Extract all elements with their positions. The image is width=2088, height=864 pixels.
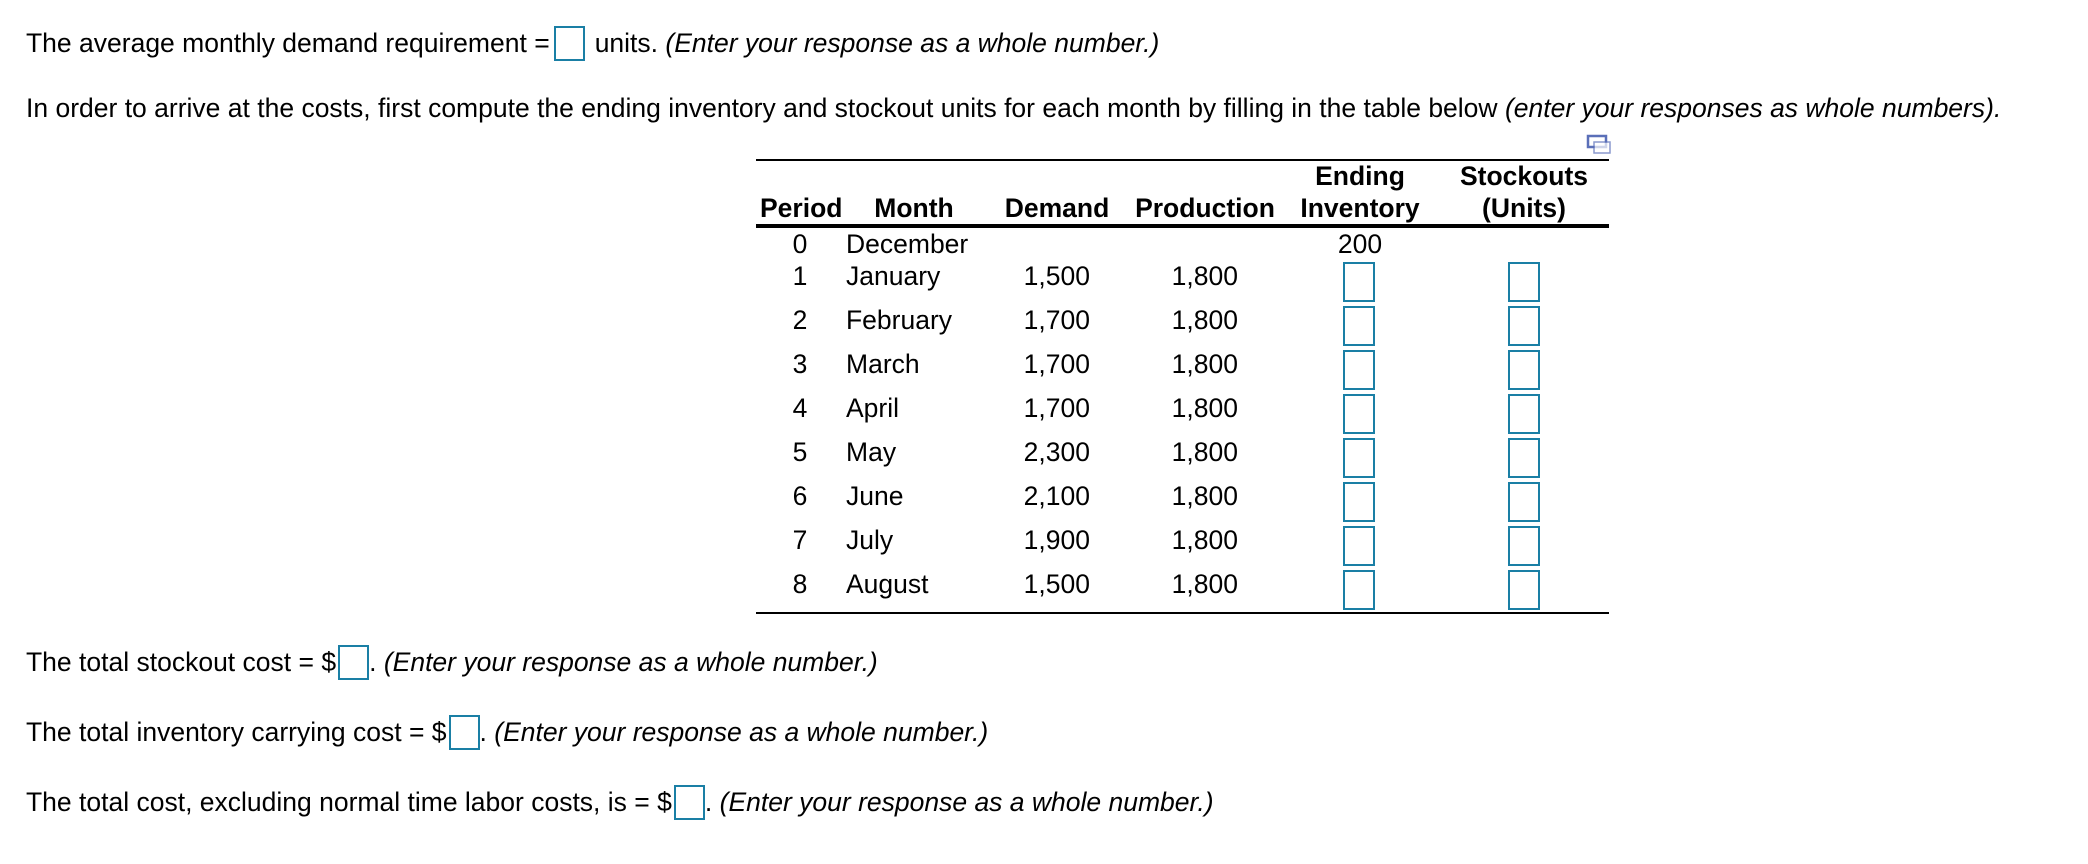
row-production: 1,800 — [1171, 349, 1238, 379]
ending-inventory-input[interactable] — [1343, 438, 1375, 478]
expand-table-icon[interactable] — [1586, 132, 1612, 154]
stockout-cost-hint: (Enter your response as a whole number.) — [383, 647, 878, 677]
carrying-cost-question — [26, 713, 988, 751]
row-demand: 1,500 — [1023, 569, 1090, 599]
ending-inventory-input[interactable] — [1343, 482, 1375, 522]
header-ending-line2: Inventory — [1300, 193, 1420, 223]
stockouts-input[interactable] — [1508, 350, 1540, 390]
stockouts-input[interactable] — [1508, 482, 1540, 522]
header-ending-line1: Ending — [1315, 161, 1405, 191]
carrying-cost-period: . — [479, 717, 487, 747]
row-demand: 1,700 — [1023, 305, 1090, 335]
header-stockouts-line2: (Units) — [1482, 193, 1566, 223]
stockout-cost-question — [26, 643, 878, 681]
row-production: 1,800 — [1171, 569, 1238, 599]
header-month: Month — [874, 193, 954, 223]
row-production: 1,800 — [1171, 305, 1238, 335]
ending-inventory-input[interactable] — [1343, 394, 1375, 434]
row-demand: 1,900 — [1023, 525, 1090, 555]
row-demand: 2,300 — [1023, 437, 1090, 467]
row-month: February — [846, 305, 953, 335]
ending-inventory-input[interactable] — [1343, 262, 1375, 302]
table-instructions-hint: (enter your responses as whole numbers). — [1504, 93, 2002, 123]
avg-demand-input[interactable] — [554, 26, 585, 61]
header-stockouts-line1: Stockouts — [1459, 161, 1589, 191]
header-period: Period — [760, 193, 843, 223]
row-demand: 2,100 — [1023, 481, 1090, 511]
table-instructions-text: In order to arrive at the costs, first compute the ending inventory and stockout units for each month by filling in the table below — [26, 93, 1498, 123]
carrying-cost-input[interactable] — [449, 715, 480, 750]
row-period: 7 — [792, 525, 808, 555]
ending-inventory-input[interactable] — [1343, 570, 1375, 610]
avg-demand-hint: (Enter your response as a whole number.) — [665, 28, 1160, 58]
stockouts-input[interactable] — [1508, 570, 1540, 610]
ending-inventory-input[interactable] — [1343, 350, 1375, 390]
row-period: 5 — [792, 437, 808, 467]
row-period: 2 — [792, 305, 808, 335]
row-production: 1,800 — [1171, 525, 1238, 555]
avg-demand-question — [26, 24, 1159, 62]
row-period: 1 — [792, 261, 808, 291]
row-period: 6 — [792, 481, 808, 511]
row-period: 3 — [792, 349, 808, 379]
carrying-cost-hint: (Enter your response as a whole number.) — [494, 717, 989, 747]
row-period: 8 — [792, 569, 808, 599]
row-period: 4 — [792, 393, 808, 423]
avg-demand-label: The average monthly demand requirement = — [26, 28, 550, 58]
header-production: Production — [1135, 193, 1275, 223]
ending-inventory-input[interactable] — [1343, 526, 1375, 566]
total-cost-input[interactable] — [674, 785, 705, 820]
row-production: 1,800 — [1171, 437, 1238, 467]
row-month: July — [846, 525, 894, 555]
row-demand: 1,500 — [1023, 261, 1090, 291]
row-month: December — [846, 229, 969, 259]
carrying-cost-label: The total inventory carrying cost = $ — [26, 717, 447, 747]
table-bottom-rule — [756, 612, 1609, 614]
stockout-cost-input[interactable] — [338, 645, 369, 680]
ending-inventory-input[interactable] — [1343, 306, 1375, 346]
row-period: 0 — [792, 229, 808, 259]
row-production: 1,800 — [1171, 481, 1238, 511]
row-month: May — [846, 437, 897, 467]
total-cost-period: . — [704, 787, 713, 817]
avg-demand-unit: units. — [594, 28, 659, 58]
table-instructions — [26, 89, 2001, 127]
header-demand: Demand — [1004, 193, 1110, 223]
stockouts-input[interactable] — [1508, 438, 1540, 478]
total-cost-question — [26, 783, 1214, 821]
stockouts-input[interactable] — [1508, 262, 1540, 302]
row-month: August — [846, 569, 929, 599]
row-month: January — [846, 261, 941, 291]
row-production: 1,800 — [1171, 393, 1238, 423]
stockouts-input[interactable] — [1508, 526, 1540, 566]
row-month: April — [846, 393, 900, 423]
row-production: 1,800 — [1171, 261, 1238, 291]
total-cost-label: The total cost, excluding normal time labor costs, is = $ — [26, 787, 672, 817]
stockouts-input[interactable] — [1508, 306, 1540, 346]
stockout-cost-label: The total stockout cost = $ — [26, 647, 337, 677]
total-cost-hint: (Enter your response as a whole number.) — [719, 787, 1214, 817]
stockouts-input[interactable] — [1508, 394, 1540, 434]
stockout-cost-period: . — [369, 647, 377, 677]
row-ending-inventory-value: 200 — [1337, 229, 1383, 259]
row-month: March — [846, 349, 920, 379]
row-demand: 1,700 — [1023, 393, 1090, 423]
row-month: June — [846, 481, 904, 511]
row-demand: 1,700 — [1023, 349, 1090, 379]
